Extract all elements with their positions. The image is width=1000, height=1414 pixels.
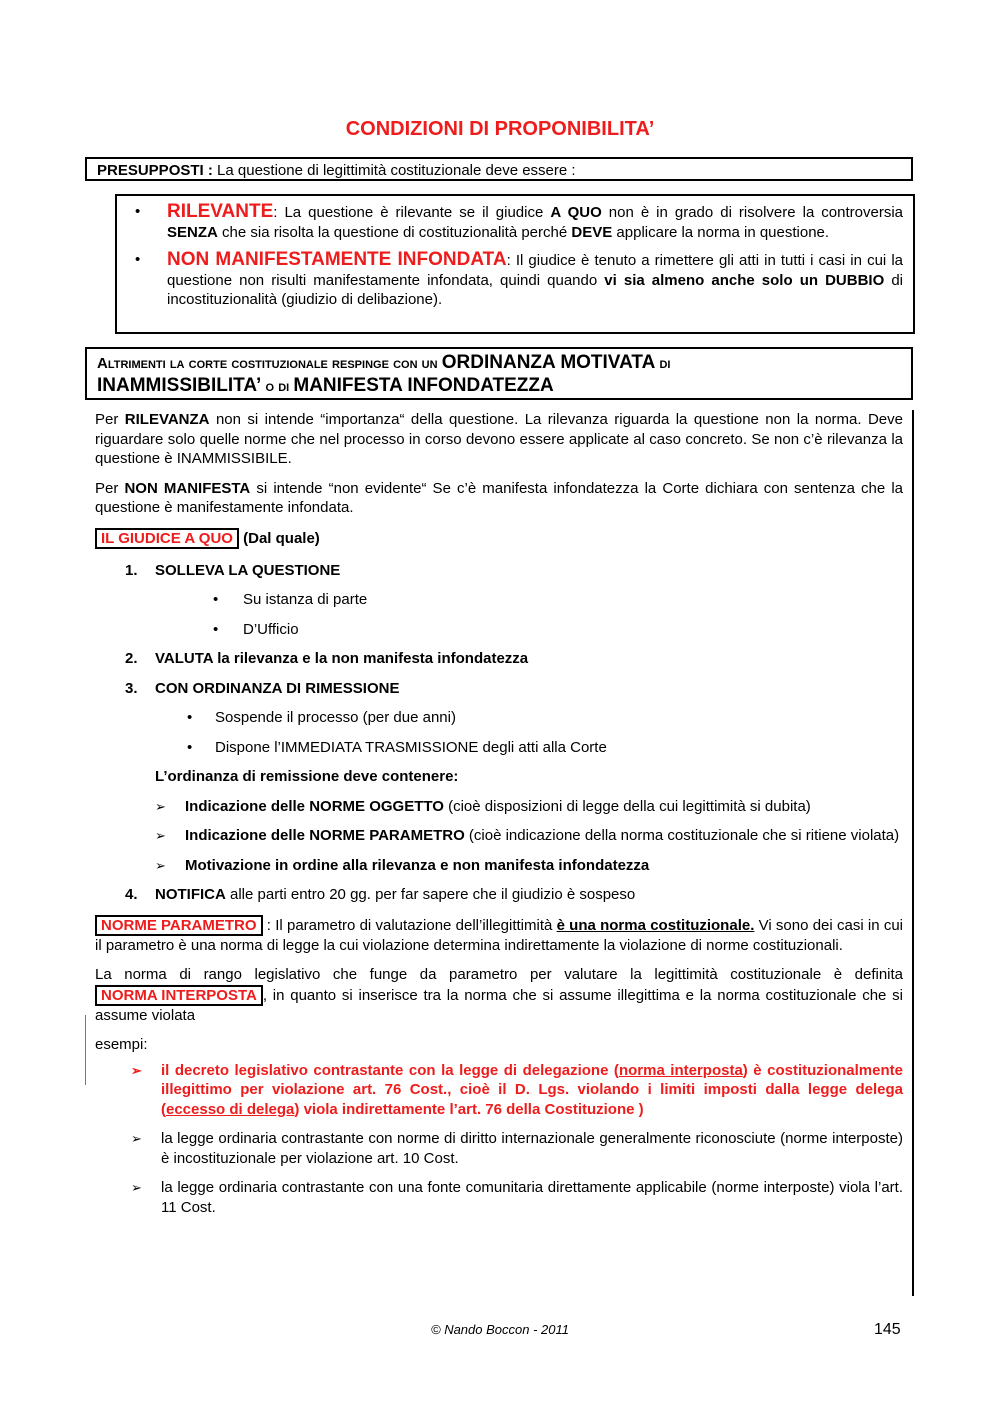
bold-text: NON MANIFESTA <box>124 479 251 497</box>
bullet-icon: • <box>187 738 193 756</box>
term-rilevante: RILEVANTE <box>167 201 274 222</box>
text: non si intende “importanza“ della questione. La rilevanza riguarda la questione non la norma. Deve riguardare solo quelle norme che nel processo in corso devono essere applicate al caso concreto. Se non c’è rilevanza la questione è INAMMISSIBILE. <box>95 411 903 467</box>
list-item <box>95 797 903 817</box>
presupposti-text: La questione di legittimità costituzionale deve essere : <box>212 162 576 179</box>
text: di incostituzionalità (giudizio di delibazione). <box>167 271 904 308</box>
bullet-icon: • <box>135 251 141 268</box>
giudice-heading <box>95 528 903 549</box>
altrimenti-box <box>85 347 913 400</box>
bold-text: Indicazione delle NORME PARAMETRO <box>185 827 465 844</box>
text: alle parti entro 20 gg. per far sapere che il giudizio è sospeso <box>225 886 636 903</box>
page-number: 145 <box>874 1321 901 1338</box>
step-1 <box>95 561 903 581</box>
norma-interposta-label: NORMA INTERPOSTA <box>95 985 263 1006</box>
bold-text: RILEVANZA <box>124 411 210 428</box>
requisiti-box <box>115 194 915 334</box>
text: ) viola indirettamente l’art. 76 della Costituzione ) <box>294 1100 644 1118</box>
example-item <box>95 1178 903 1217</box>
term-infondata: NON MANIFESTAMENTE INFONDATA <box>167 249 507 270</box>
list-item-rilevante <box>127 202 903 242</box>
bullet-icon: • <box>213 591 219 608</box>
ordinanza-heading <box>95 767 903 787</box>
text: la legge ordinaria contrastante con una fonte comunitaria direttamente applicabile (norme interposte) viola l’art. 11 Cost. <box>161 1179 903 1216</box>
margin-rule <box>912 410 914 1296</box>
step-number: 4. <box>125 886 138 903</box>
bold-text: vi sia almeno anche solo un DUBBIO <box>604 271 885 289</box>
paragraph-rilevanza <box>95 410 903 469</box>
text: si intende “non evidente“ Se c’è manifesta infondatezza la Corte dichiara con sentenza che la questione è manifestamente infondata. <box>95 479 903 516</box>
presupposti-label: PRESUPPOSTI : <box>97 162 213 179</box>
bold-text: A QUO <box>550 204 602 221</box>
paragraph-interposta <box>95 965 903 1025</box>
page-title: CONDIZIONI DI PROPONIBILITA’ <box>345 118 655 140</box>
arrow-bullet-icon: ➢ <box>131 1062 142 1078</box>
margin-rule <box>85 1015 86 1085</box>
bold-text: DEVE <box>571 223 613 241</box>
example-item <box>95 1129 903 1168</box>
text: La norma di rango legislativo che funge da parametro per valutare la legittimità costituzionale è definita <box>95 966 903 983</box>
step-number: 3. <box>125 679 138 697</box>
list-item <box>95 856 903 876</box>
bold-text: è una norma costituzionale. <box>556 916 755 934</box>
text: (cioè disposizioni di legge della cui legittimità si dubita) <box>443 797 811 815</box>
text: : Il parametro di valutazione dell’illegittimità <box>262 916 557 934</box>
text: : La questione è rilevante se il giudice <box>273 204 551 221</box>
arrow-bullet-icon: ➢ <box>131 1180 142 1195</box>
text: (cioè indicazione della norma costituzionale che si ritiene violata) <box>464 827 900 844</box>
arrow-bullet-icon: ➢ <box>155 857 166 873</box>
text: Vi sono dei casi in cui il parametro è una norma di legge la cui violazione determina indirettamente la violazione di norme costituzionali. <box>95 916 903 954</box>
underlined-text: eccesso di delega <box>166 1100 295 1118</box>
text: il decreto legislativo contrastante con la legge di delegazione ( <box>161 1061 619 1079</box>
text: Altrimenti la corte costituzionale respinge con un <box>97 355 442 372</box>
text: che sia risolta la questione di costituzionalità perché <box>217 223 572 241</box>
bold-text: INAMMISSIBILITA’ <box>97 375 262 396</box>
bold-text: SENZA <box>167 223 218 241</box>
list-item <box>95 738 903 758</box>
text: Su istanza di parte <box>243 591 368 608</box>
list-item <box>95 620 903 640</box>
list-item <box>95 708 903 728</box>
example-item <box>95 1061 903 1120</box>
paragraph-norme-parametro <box>95 915 903 956</box>
norme-parametro-label: NORME PARAMETRO <box>95 915 263 936</box>
step-4 <box>95 885 903 905</box>
arrow-bullet-icon: ➢ <box>155 798 166 814</box>
bullet-icon: • <box>187 709 193 726</box>
text: ) è costituzionalmente illegittimo per violazione art. 76 Cost., cioè il D. Lgs. violando i limiti imposti dalla legge delega ( <box>161 1061 903 1118</box>
step-number: 2. <box>125 650 138 667</box>
bullet-icon: • <box>135 203 141 220</box>
text: o di <box>261 378 294 395</box>
bold-text: NOTIFICA <box>155 886 226 903</box>
giudice-label: IL GIUDICE A QUO <box>95 528 239 549</box>
underlined-text: norma interposta <box>618 1061 743 1079</box>
esempi-label: esempi: <box>95 1036 148 1053</box>
text: la legge ordinaria contrastante con norme di diritto internazionale generalmente riconosciute (norme interposte) è incostituzionale per violazione art. 10 Cost. <box>161 1130 903 1167</box>
text: D’Ufficio <box>243 620 299 638</box>
text: di <box>655 355 671 372</box>
paragraph-non-manifesta <box>95 479 903 518</box>
text: : Il giudice è tenuto a rimettere gli atti in tutti i casi in cui la questione non risulti manifestamente infondata, quindi quando <box>167 252 903 289</box>
footer-copyright: © Nando Boccon - 2011 <box>431 1322 569 1337</box>
text: , in quanto si inserisce tra la norma che si assume illegittima e la norma costituzionale che si assume violata <box>95 986 903 1024</box>
bold-text: Indicazione delle NORME OGGETTO <box>185 797 444 815</box>
text: Per <box>95 411 125 428</box>
text: non è in grado di risolvere la controversia <box>601 204 903 221</box>
step-3 <box>95 679 903 699</box>
step-2 <box>95 649 903 669</box>
step-number: 1. <box>125 561 138 579</box>
list-item <box>95 826 903 846</box>
text: Per <box>95 479 125 497</box>
arrow-bullet-icon: ➢ <box>155 828 166 843</box>
step-text: SOLLEVA LA QUESTIONE <box>155 561 341 579</box>
bold-text: L’ordinanza di remissione deve contenere: <box>155 768 459 785</box>
step-text: VALUTA la rilevanza e la non manifesta infondatezza <box>155 650 529 667</box>
bullet-icon: • <box>213 620 219 638</box>
bold-text: (Dal quale) <box>238 529 320 547</box>
list-item <box>95 590 903 610</box>
main-content <box>95 410 903 1227</box>
bold-text: ORDINANZA MOTIVATA <box>441 352 656 373</box>
bold-text: Motivazione in ordine alla rilevanza e non manifesta infondatezza <box>185 856 650 874</box>
arrow-bullet-icon: ➢ <box>131 1131 142 1146</box>
text: Sospende il processo (per due anni) <box>215 709 456 726</box>
text: applicare la norma in questione. <box>612 223 830 241</box>
bold-text: MANIFESTA INFONDATEZZA <box>293 375 554 396</box>
presupposti-box <box>85 157 913 181</box>
text: Dispone l’IMMEDIATA TRASMISSIONE degli atti alla Corte <box>215 738 607 756</box>
step-text: CON ORDINANZA DI RIMESSIONE <box>155 679 400 697</box>
list-item-infondata <box>127 250 903 310</box>
